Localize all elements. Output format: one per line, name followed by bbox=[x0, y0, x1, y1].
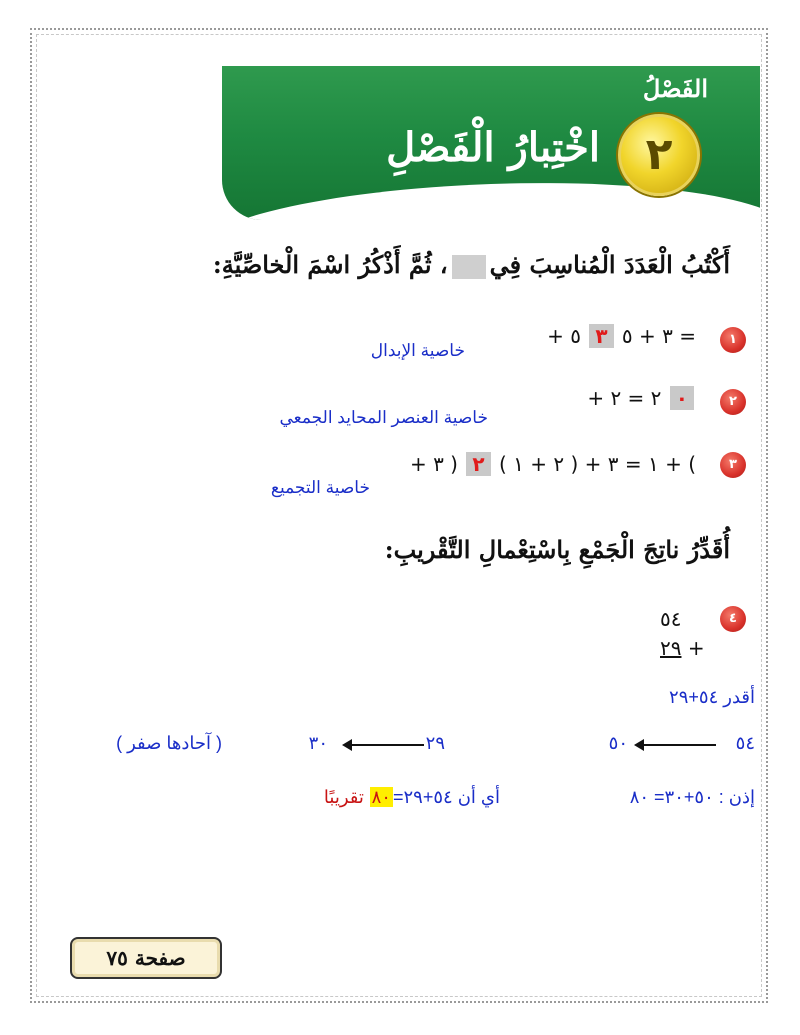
estimate-label: أقدر ٥٤+٢٩ bbox=[669, 687, 755, 707]
chapter-banner bbox=[222, 66, 760, 220]
addend-bottom bbox=[660, 636, 705, 660]
result-suffix: تقريبًا bbox=[323, 787, 364, 807]
heading-1-part1: أَكْتُبُ الْعَدَدَ الْمُناسِبَ فِي bbox=[489, 250, 730, 279]
result-value: ٨٠ bbox=[371, 787, 391, 807]
instruction-heading-2: أُقَدِّرُ ناتِجَ الْجَمْعِ بِاسْتِعْمالِ التَّقْريبِ: bbox=[384, 535, 730, 564]
result-statement bbox=[324, 787, 500, 808]
question-number-1: ١ bbox=[720, 327, 746, 353]
q2-left: ٢ = ٢ + bbox=[587, 386, 662, 410]
chapter-title: اخْتِبارُ الْفَصْلِ bbox=[386, 124, 600, 171]
q1-answer[interactable]: ٣ bbox=[589, 324, 613, 348]
result-prefix: أي أن ٥٤+٢٩= bbox=[392, 787, 500, 807]
question-number-4: ٤ bbox=[720, 606, 746, 632]
round-1-from: ٥٤ bbox=[735, 733, 755, 753]
round-2-to: ٣٠ bbox=[308, 733, 328, 753]
round-1-to: ٥٠ bbox=[608, 733, 628, 753]
ones-zero-note: ( آحادها صفر ) bbox=[116, 733, 222, 753]
addend-bottom-value: ٢٩ bbox=[660, 636, 682, 660]
plus-sign: + bbox=[687, 636, 705, 660]
q3-left: ( ٣ + bbox=[409, 452, 458, 476]
page-number: صفحة ٧٥ bbox=[70, 937, 222, 979]
q1-left: ٥ + bbox=[547, 324, 581, 348]
q2-answer[interactable]: ٠ bbox=[670, 386, 694, 410]
question-1-equation bbox=[547, 324, 696, 348]
arrow-left-icon bbox=[344, 744, 424, 746]
question-number-2: ٢ bbox=[720, 389, 746, 415]
q3-right: ) + ١ = ٣ + ( ٢ + ١ ) bbox=[498, 452, 696, 476]
question-2-equation bbox=[587, 386, 696, 410]
round-2-from: ٢٩ bbox=[425, 733, 445, 753]
addend-top: ٥٤ bbox=[660, 607, 682, 631]
q1-right: = ٣ + ٥ bbox=[621, 324, 696, 348]
arrow-left-icon bbox=[636, 744, 716, 746]
q3-answer[interactable]: ٢ bbox=[466, 452, 490, 476]
question-3-property: خاصية التجميع bbox=[270, 478, 370, 497]
question-1-property: خاصية الإبدال bbox=[370, 341, 465, 360]
question-3-equation bbox=[410, 452, 696, 476]
chapter-label: الفَصْلُ bbox=[642, 74, 708, 103]
heading-1-part2: ، ثُمَّ أَذْكُرُ اسْمَ الْخاصِّيَّةِ: bbox=[212, 250, 448, 279]
chapter-number-badge: ٢ bbox=[618, 114, 700, 196]
question-2-property: خاصية العنصر المحايد الجمعي bbox=[279, 408, 488, 427]
then-sum: إذن : ٥٠+٣٠= ٨٠ bbox=[629, 787, 755, 807]
question-number-3: ٣ bbox=[720, 452, 746, 478]
blank-box-icon bbox=[452, 255, 486, 279]
instruction-heading-1 bbox=[213, 250, 730, 279]
